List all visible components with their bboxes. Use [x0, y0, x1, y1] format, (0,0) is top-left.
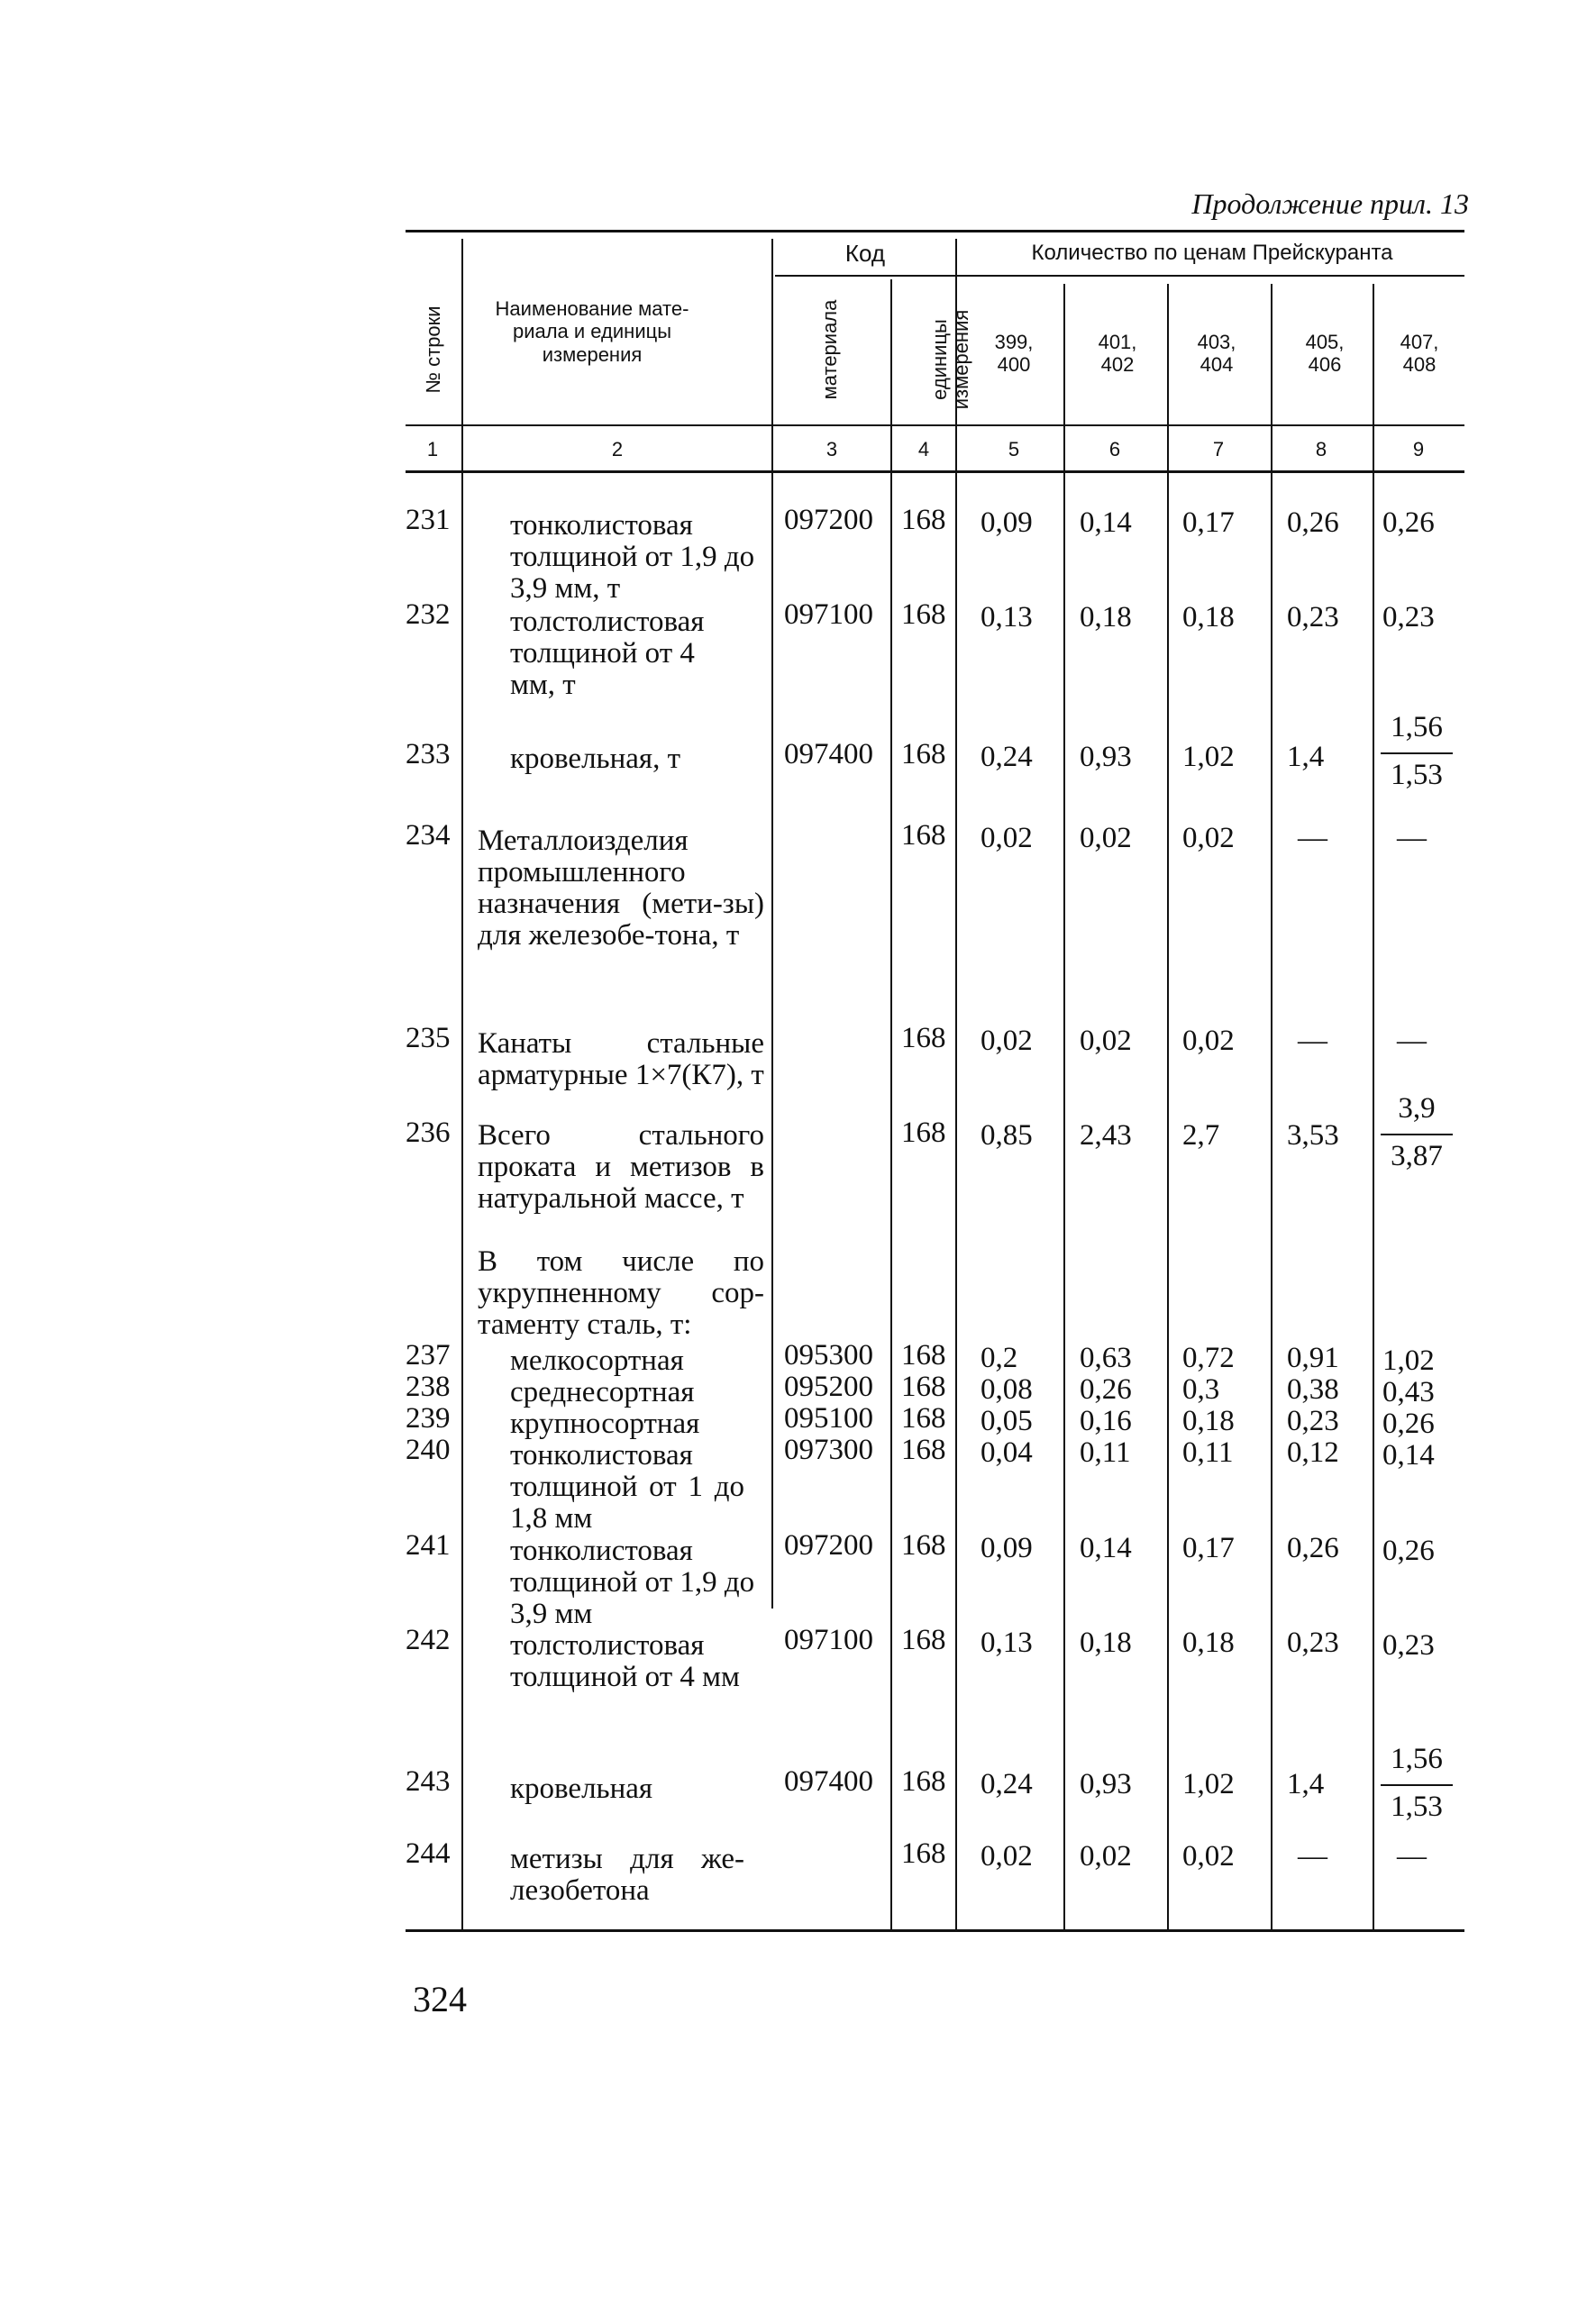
price-3-value: 0,17: [1182, 506, 1235, 539]
price-4-value: 0,23: [1287, 1627, 1339, 1659]
price-3-value: 1,02: [1182, 741, 1235, 773]
price-2-value: 0,02: [1080, 1025, 1132, 1057]
price-4-value: 0,12: [1287, 1436, 1339, 1469]
price-5-value: 0,14: [1382, 1439, 1435, 1472]
fraction-numerator: 1,56: [1391, 1743, 1443, 1775]
price-3-value: 0,72: [1182, 1342, 1235, 1374]
price-5-value: 0,43: [1382, 1376, 1435, 1408]
vline-6: [1167, 284, 1169, 1929]
unit-code: 168: [901, 1837, 946, 1870]
data-table: [406, 230, 1464, 1960]
column-number: 8: [1315, 438, 1327, 460]
fraction-numerator: 3,9: [1398, 1092, 1436, 1125]
price-4-value: 1,4: [1287, 1768, 1325, 1800]
price-3-value: 0,3: [1182, 1373, 1220, 1406]
vline-3: [890, 279, 892, 1929]
rule-top: [406, 230, 1464, 232]
row-number: 232: [406, 598, 451, 631]
fraction-numerator: 1,56: [1391, 711, 1443, 743]
material-code: 097200: [784, 1529, 873, 1562]
material-name: мелкосортная: [510, 1344, 684, 1377]
price-1-value: 0,24: [981, 1768, 1033, 1800]
material-name: метизы для же-лезобетона: [510, 1843, 744, 1907]
price-2-value: 0,02: [1080, 822, 1132, 854]
unit-code: 168: [901, 1624, 946, 1656]
price-2-value: 0,11: [1080, 1436, 1131, 1469]
price-1-value: 0,2: [981, 1342, 1018, 1374]
material-code: 097100: [784, 598, 873, 631]
header-row-no: № строки: [422, 305, 444, 394]
material-name: среднесортная: [510, 1376, 695, 1408]
material-code: 095200: [784, 1371, 873, 1403]
column-number: 9: [1412, 438, 1425, 460]
material-name: тонколистовая толщиной от 1,9 до 3,9 мм: [510, 1535, 755, 1630]
material-name: толстолистовая толщиной от 4 мм, т: [510, 606, 705, 701]
fraction-denominator: 3,87: [1391, 1140, 1443, 1172]
rule-colnums-bottom: [406, 470, 1464, 473]
vline-5: [1063, 284, 1065, 1929]
row-number: 239: [406, 1402, 451, 1435]
unit-code: 168: [901, 1402, 946, 1435]
material-name: Канаты стальные арматурные 1×7(К7), т: [478, 1027, 764, 1091]
price-4-value: —: [1298, 822, 1327, 854]
price-5-fraction: [1381, 1744, 1453, 1823]
price-1-value: 0,08: [981, 1373, 1033, 1406]
price-1-value: 0,02: [981, 1840, 1033, 1873]
fraction-bar: [1381, 1134, 1453, 1135]
unit-code: 168: [901, 1434, 946, 1466]
price-3-value: 0,18: [1182, 1405, 1235, 1437]
price-2-value: 0,14: [1080, 506, 1132, 539]
header-material: материала: [818, 299, 841, 400]
vline-2: [771, 239, 773, 1609]
material-code: 097100: [784, 1624, 873, 1656]
row-number: 244: [406, 1837, 451, 1870]
unit-code: 168: [901, 1339, 946, 1372]
material-code: 095100: [784, 1402, 873, 1435]
price-3-value: 0,17: [1182, 1532, 1235, 1564]
price-2-value: 0,16: [1080, 1405, 1132, 1437]
header-unit: единицы измерения: [928, 309, 972, 410]
price-3-value: 0,02: [1182, 1840, 1235, 1873]
material-name: Металлоизделия промышленного назначения (мети-зы) для железобе-тона, т: [478, 825, 764, 952]
price-3-value: 0,02: [1182, 1025, 1235, 1057]
row-number: 231: [406, 504, 451, 536]
price-5-fraction: [1381, 712, 1453, 791]
row-number: 236: [406, 1116, 451, 1149]
material-code: 097400: [784, 1765, 873, 1798]
vline-8: [1373, 284, 1374, 1929]
material-code: 097300: [784, 1434, 873, 1466]
price-3-value: 0,18: [1182, 1627, 1235, 1659]
unit-code: 168: [901, 738, 946, 770]
column-number: 7: [1212, 438, 1225, 460]
price-5-value: 0,26: [1382, 506, 1435, 539]
header-price-5: 407, 408: [1400, 331, 1439, 377]
price-5-value: 0,26: [1382, 1408, 1435, 1440]
price-5-value: 0,23: [1382, 1629, 1435, 1662]
row-number: 242: [406, 1624, 451, 1656]
price-3-value: 2,7: [1182, 1119, 1220, 1152]
price-1-value: 0,05: [981, 1405, 1033, 1437]
material-name: тонколистовая толщиной от 1 до 1,8 мм: [510, 1439, 744, 1535]
price-3-value: 0,18: [1182, 601, 1235, 633]
price-4-value: —: [1298, 1840, 1327, 1873]
material-name: Всего стального проката и метизов в натуральной массе, т: [478, 1119, 764, 1215]
price-4-value: 0,91: [1287, 1342, 1339, 1374]
running-head: Продолжение прил. 13: [1191, 187, 1469, 220]
price-5-value: 1,02: [1382, 1344, 1435, 1377]
price-2-value: 0,26: [1080, 1373, 1132, 1406]
price-2-value: 0,18: [1080, 1627, 1132, 1659]
row-number: 235: [406, 1022, 451, 1054]
row-number: 233: [406, 738, 451, 770]
price-4-value: 3,53: [1287, 1119, 1339, 1152]
unit-code: 168: [901, 1371, 946, 1403]
price-1-value: 0,02: [981, 822, 1033, 854]
fraction-denominator: 1,53: [1391, 759, 1443, 791]
price-4-value: 0,38: [1287, 1373, 1339, 1406]
column-number: 4: [917, 438, 930, 460]
price-5-value: 0,23: [1382, 601, 1435, 633]
section-subtitle: В том числе по укрупненному сор-таменту сталь, т:: [478, 1245, 764, 1341]
unit-code: 168: [901, 1765, 946, 1798]
price-5-value: 0,26: [1382, 1535, 1435, 1567]
rule-bottom: [406, 1929, 1464, 1932]
vline-4: [955, 239, 957, 1929]
row-number: 237: [406, 1339, 451, 1372]
material-code: 097200: [784, 504, 873, 536]
header-price-2: 401, 402: [1098, 331, 1137, 377]
price-4-value: 0,23: [1287, 601, 1339, 633]
price-1-value: 0,09: [981, 506, 1033, 539]
price-4-value: 0,23: [1287, 1405, 1339, 1437]
price-2-value: 0,93: [1080, 741, 1132, 773]
unit-code: 168: [901, 1529, 946, 1562]
header-code: Код: [844, 240, 886, 267]
price-2-value: 2,43: [1080, 1119, 1132, 1152]
price-1-value: 0,13: [981, 601, 1033, 633]
material-name: толстолистовая толщиной от 4 мм: [510, 1629, 740, 1693]
row-number: 240: [406, 1434, 451, 1466]
header-name: Наименование мате-риала и единицы измерения: [495, 297, 689, 366]
material-name: тонколистовая толщиной от 1,9 до 3,9 мм, т: [510, 509, 755, 605]
price-5-fraction: [1381, 1093, 1453, 1172]
header-price-1: 399, 400: [994, 331, 1034, 377]
column-number: 1: [426, 438, 439, 460]
price-1-value: 0,24: [981, 741, 1033, 773]
unit-code: 168: [901, 819, 946, 852]
price-1-value: 0,09: [981, 1532, 1033, 1564]
price-2-value: 0,14: [1080, 1532, 1132, 1564]
price-1-value: 0,85: [981, 1119, 1033, 1152]
unit-code: 168: [901, 598, 946, 631]
column-number: 5: [1008, 438, 1020, 460]
price-1-value: 0,13: [981, 1627, 1033, 1659]
price-1-value: 0,02: [981, 1025, 1033, 1057]
unit-code: 168: [901, 1116, 946, 1149]
vline-1: [461, 239, 463, 1929]
price-3-value: 1,02: [1182, 1768, 1235, 1800]
header-quantity: Количество по ценам Прейскуранта: [1031, 241, 1393, 265]
fraction-bar: [1381, 752, 1453, 754]
material-name: кровельная, т: [510, 743, 680, 775]
fraction-bar: [1381, 1784, 1453, 1786]
row-number: 243: [406, 1765, 451, 1798]
price-2-value: 0,93: [1080, 1768, 1132, 1800]
vline-7: [1271, 284, 1272, 1929]
unit-code: 168: [901, 1022, 946, 1054]
header-price-4: 405, 406: [1305, 331, 1345, 377]
fraction-denominator: 1,53: [1391, 1791, 1443, 1823]
material-name: крупносортная: [510, 1408, 700, 1440]
rule-code-header: [775, 275, 1464, 277]
price-4-value: 0,26: [1287, 1532, 1339, 1564]
price-2-value: 0,02: [1080, 1840, 1132, 1873]
column-number: 6: [1108, 438, 1121, 460]
material-code: 097400: [784, 738, 873, 770]
row-number: 238: [406, 1371, 451, 1403]
price-5-value: —: [1397, 822, 1427, 854]
unit-code: 168: [901, 504, 946, 536]
page-number: 324: [413, 1979, 467, 2019]
price-4-value: —: [1298, 1025, 1327, 1057]
row-number: 234: [406, 819, 451, 852]
column-number: 2: [611, 438, 624, 460]
material-name: кровельная: [510, 1773, 653, 1805]
material-code: 095300: [784, 1339, 873, 1372]
column-number: 3: [825, 438, 838, 460]
price-3-value: 0,02: [1182, 822, 1235, 854]
price-2-value: 0,18: [1080, 601, 1132, 633]
header-price-3: 403, 404: [1197, 331, 1236, 377]
price-2-value: 0,63: [1080, 1342, 1132, 1374]
price-4-value: 1,4: [1287, 741, 1325, 773]
price-3-value: 0,11: [1182, 1436, 1234, 1469]
price-4-value: 0,26: [1287, 506, 1339, 539]
price-5-value: —: [1397, 1025, 1427, 1057]
price-1-value: 0,04: [981, 1436, 1033, 1469]
row-number: 241: [406, 1529, 451, 1562]
price-5-value: —: [1397, 1840, 1427, 1873]
